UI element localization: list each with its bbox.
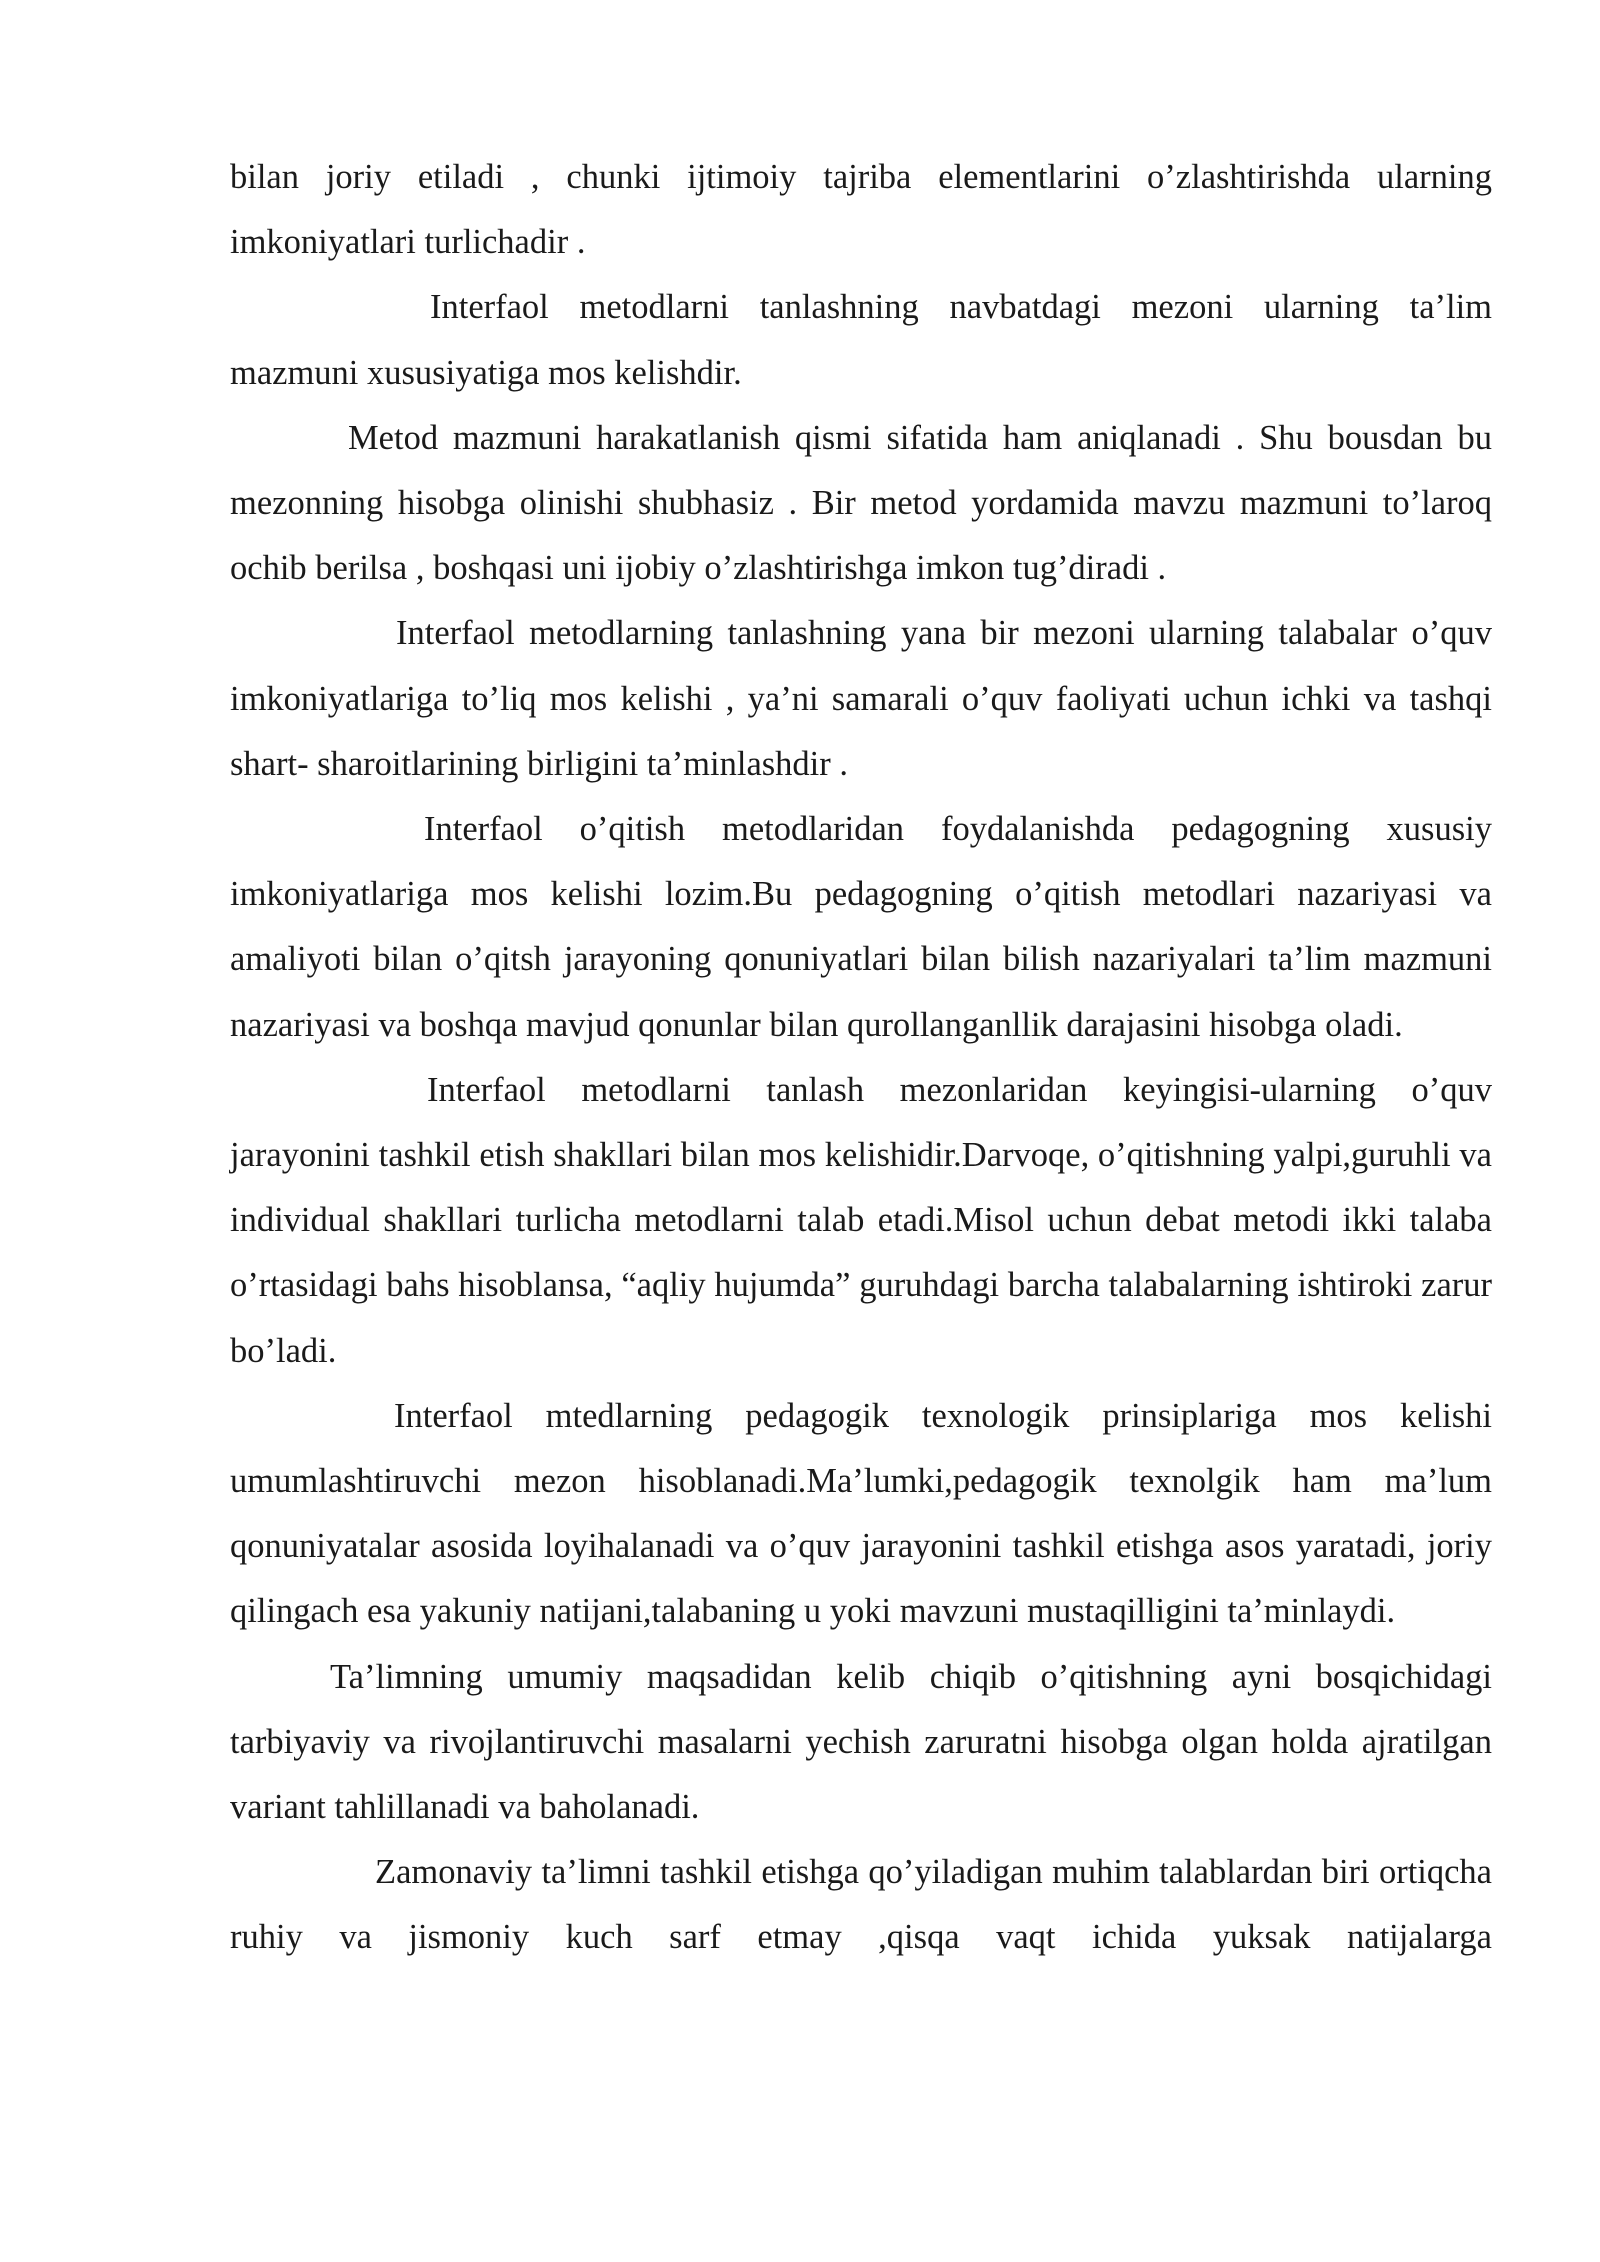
paragraph-7: Interfaol mtedlarning pedagogik texnologik prinsiplariga mos kelishi umumlashtiruvchi mezon hisoblanadi.Ma’lumki,pedagogik texnolgik ham ma’lum qonuniyatalar asosida loyihalanadi va o’quv jarayonini tashkil etishga asos yaratadi, joriy qilingach esa yakuniy natijani,talabaning u yoki mavzuni mustaqilligini ta’minlaydi. [230,1396,1492,1631]
paragraph-1: bilan joriy etiladi , chunki ijtimoiy tajriba elementlarini o’zlashtirishda ularning imkoniyatlari turlichadir . [230,158,1492,262]
paragraph-9: Zamonaviy ta’limni tashkil etishga qo’yiladigan muhim talablardan biri ortiqcha ruhiy va jismoniy kuch sarf etmay ,qisqa vaqt ichida yuksak natijalarga [230,1853,1492,1957]
document-body [230,145,1492,1971]
paragraph-5: Interfaol o’qitish metodlaridan foydalanishda pedagogning xususiy imkoniyatlariga mos kelishi lozim.Bu pedagogning o’qitish metodlari nazariyasi va amaliyoti bilan o’qitsh jarayoning qonuniyatlari bilan bilish nazariyalari ta’lim mazmuni nazariyasi va boshqa mavjud qonunlar bilan qurollanganllik darajasini hisobga oladi. [230,810,1492,1044]
paragraph-3: Metod mazmuni harakatlanish qismi sifatida ham aniqlanadi . Shu bousdan bu mezonning hisobga olinishi shubhasiz . Bir metod yordamida mavzu mazmuni to’laroq ochib berilsa , boshqasi uni ijobiy o’zlashtirishga imkon tug’diradi . [230,418,1492,588]
paragraph-2: Interfaol metodlarni tanlashning navbatdagi mezoni ularning ta’lim mazmuni xususiyatiga mos kelishdir. [230,288,1492,392]
paragraph-8: Ta’limning umumiy maqsadidan kelib chiqib o’qitishning ayni bosqichidagi tarbiyaviy va rivojlantiruvchi masalarni yechish zaruratni hisobga olgan holda ajratilgan variant tahlillanadi va baholanadi. [230,1657,1492,1827]
paragraph-6: Interfaol metodlarni tanlash mezonlaridan keyingisi-ularning o’quv jarayonini tashkil etish shakllari bilan mos kelishidir.Darvoqe, o’qitishning yalpi,guruhli va individual shakllari turlicha metodlarni talab etadi.Misol uchun debat metodi ikki talaba o’rtasidagi bahs hisoblansa, “aqliy hujumda” guruhdagi barcha talabalarning ishtiroki zarur bo’ladi. [230,1070,1492,1370]
paragraph-4: Interfaol metodlarning tanlashning yana bir mezoni ularning talabalar o’quv imkoniyatlariga to’liq mos kelishi , ya’ni samarali o’quv faoliyati uchun ichki va tashqi shart- sharoitlarining birligini ta’minlashdir . [230,614,1492,783]
